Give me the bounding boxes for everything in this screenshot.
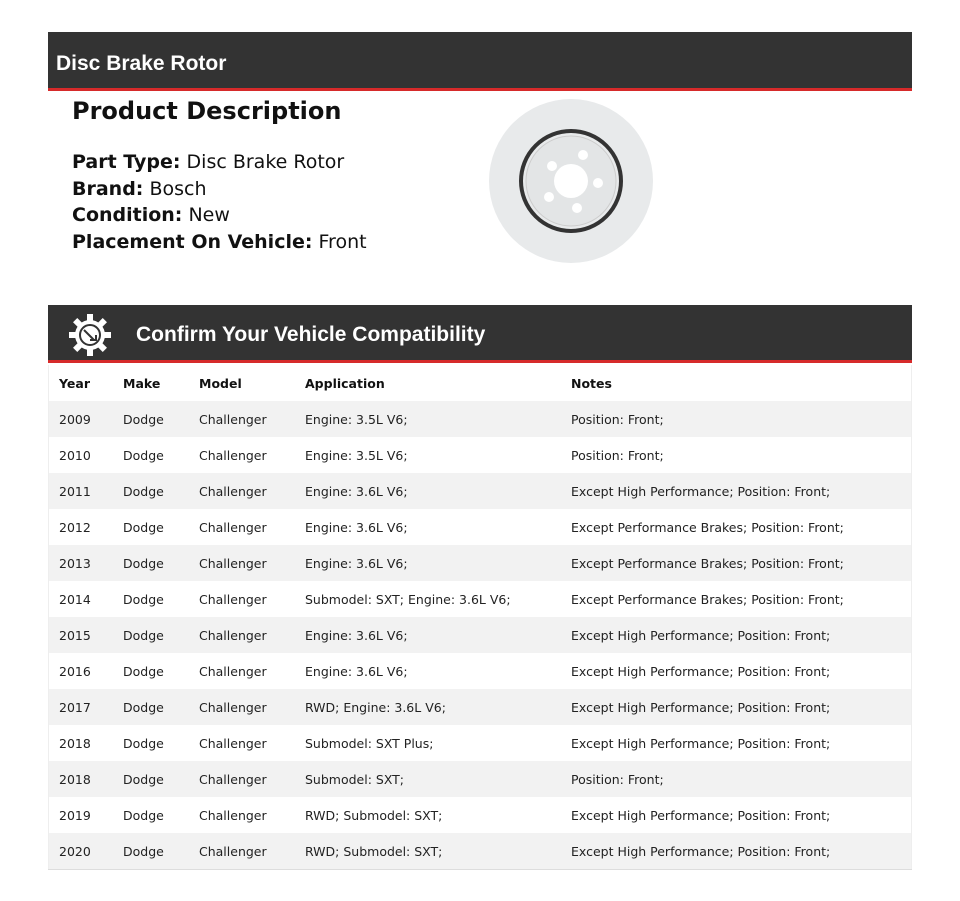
table-row xyxy=(49,545,912,581)
field-label: Brand: xyxy=(72,177,144,200)
table-row xyxy=(49,509,912,545)
cell-model: Challenger xyxy=(199,447,267,463)
cell-model: Challenger xyxy=(199,627,267,643)
cell-notes: Except High Performance; Position: Front; xyxy=(571,663,831,679)
cell-year: 2013 xyxy=(59,555,91,571)
cell-make: Dodge xyxy=(123,735,164,751)
cell-model: Challenger xyxy=(199,771,267,787)
cell-notes: Except High Performance; Position: Front; xyxy=(571,735,831,751)
cell-application: Engine: 3.6L V6; xyxy=(305,663,408,679)
cell-application: Engine: 3.6L V6; xyxy=(305,483,408,499)
cell-year: 2019 xyxy=(59,807,91,823)
cell-year: 2011 xyxy=(59,483,91,499)
field-condition xyxy=(72,202,367,229)
cell-make: Dodge xyxy=(123,699,164,715)
field-value: Disc Brake Rotor xyxy=(186,151,345,173)
compatibility-bar xyxy=(48,305,912,363)
compatibility-title: Confirm Your Vehicle Compatibility xyxy=(136,323,486,346)
cell-make: Dodge xyxy=(123,519,164,535)
cell-year: 2016 xyxy=(59,663,91,679)
cell-year: 2012 xyxy=(59,519,91,535)
cell-model: Challenger xyxy=(199,807,267,823)
product-description xyxy=(72,97,367,255)
column-header-make: Make xyxy=(123,375,161,391)
field-brand xyxy=(72,176,367,203)
cell-make: Dodge xyxy=(123,807,164,823)
compatibility-table xyxy=(48,365,912,870)
cell-application: Submodel: SXT; Engine: 3.6L V6; xyxy=(305,591,511,607)
field-value: New xyxy=(188,204,230,226)
cell-year: 2018 xyxy=(59,771,91,787)
cell-application: Engine: 3.6L V6; xyxy=(305,627,408,643)
cell-year: 2010 xyxy=(59,447,91,463)
cell-notes: Except High Performance; Position: Front; xyxy=(571,627,831,643)
column-header-application: Application xyxy=(305,375,385,391)
cell-year: 2018 xyxy=(59,735,91,751)
cell-year: 2017 xyxy=(59,699,91,715)
table-row xyxy=(49,833,912,870)
column-header-year: Year xyxy=(59,375,90,391)
cell-application: Engine: 3.6L V6; xyxy=(305,555,408,571)
field-placement-on-vehicle xyxy=(72,229,367,256)
description-heading: Product Description xyxy=(72,97,342,125)
cell-year: 2009 xyxy=(59,411,91,427)
cell-model: Challenger xyxy=(199,699,267,715)
cell-model: Challenger xyxy=(199,663,267,679)
cell-application: RWD; Engine: 3.6L V6; xyxy=(305,699,446,715)
brake-rotor-image xyxy=(489,99,653,263)
cell-model: Challenger xyxy=(199,735,267,751)
cell-application: RWD; Submodel: SXT; xyxy=(305,807,443,823)
cell-make: Dodge xyxy=(123,843,164,859)
table-row xyxy=(49,437,912,473)
cell-make: Dodge xyxy=(123,771,164,787)
cell-notes: Except High Performance; Position: Front; xyxy=(571,699,831,715)
table-row xyxy=(49,689,912,725)
product-title: Disc Brake Rotor xyxy=(56,52,227,75)
cell-year: 2014 xyxy=(59,591,91,607)
cell-notes: Except Performance Brakes; Position: Front; xyxy=(571,555,844,571)
field-label: Part Type: xyxy=(72,151,181,173)
cell-make: Dodge xyxy=(123,591,164,607)
field-label: Placement On Vehicle: xyxy=(72,230,313,253)
table-row xyxy=(49,581,912,617)
cell-make: Dodge xyxy=(123,555,164,571)
table-header-row xyxy=(49,365,912,401)
product-title-bar xyxy=(48,32,912,91)
cell-year: 2015 xyxy=(59,627,91,643)
cell-year: 2020 xyxy=(59,843,91,859)
column-header-model: Model xyxy=(199,375,242,391)
cell-make: Dodge xyxy=(123,447,164,463)
cell-make: Dodge xyxy=(123,663,164,679)
cell-application: Submodel: SXT; xyxy=(305,771,405,787)
field-part-type xyxy=(72,149,367,176)
table-row xyxy=(49,617,912,653)
cell-application: Engine: 3.6L V6; xyxy=(305,519,408,535)
cell-model: Challenger xyxy=(199,483,267,499)
cell-notes: Except Performance Brakes; Position: Front; xyxy=(571,591,844,607)
cell-notes: Position: Front; xyxy=(571,411,664,427)
cell-notes: Position: Front; xyxy=(571,447,664,463)
table-row xyxy=(49,761,912,797)
cell-application: Submodel: SXT Plus; xyxy=(305,735,434,751)
cell-notes: Except High Performance; Position: Front; xyxy=(571,807,831,823)
cell-make: Dodge xyxy=(123,483,164,499)
table-row xyxy=(49,401,912,437)
cell-model: Challenger xyxy=(199,555,267,571)
field-label: Condition: xyxy=(72,204,183,226)
cell-notes: Except High Performance; Position: Front; xyxy=(571,843,831,859)
cell-model: Challenger xyxy=(199,843,267,859)
cell-application: RWD; Submodel: SXT; xyxy=(305,843,443,859)
cell-model: Challenger xyxy=(199,411,267,427)
cell-notes: Position: Front; xyxy=(571,771,664,787)
table-row xyxy=(49,797,912,833)
field-value: Front xyxy=(318,230,367,253)
cell-model: Challenger xyxy=(199,591,267,607)
column-header-notes: Notes xyxy=(571,375,612,391)
table-row xyxy=(49,653,912,689)
field-value: Bosch xyxy=(149,177,207,200)
cell-notes: Except Performance Brakes; Position: Front; xyxy=(571,519,844,535)
table-row xyxy=(49,725,912,761)
gear-icon xyxy=(68,313,112,357)
cell-make: Dodge xyxy=(123,411,164,427)
cell-model: Challenger xyxy=(199,519,267,535)
cell-make: Dodge xyxy=(123,627,164,643)
table-row xyxy=(49,473,912,509)
cell-application: Engine: 3.5L V6; xyxy=(305,411,408,427)
cell-application: Engine: 3.5L V6; xyxy=(305,447,408,463)
cell-notes: Except High Performance; Position: Front; xyxy=(571,483,831,499)
